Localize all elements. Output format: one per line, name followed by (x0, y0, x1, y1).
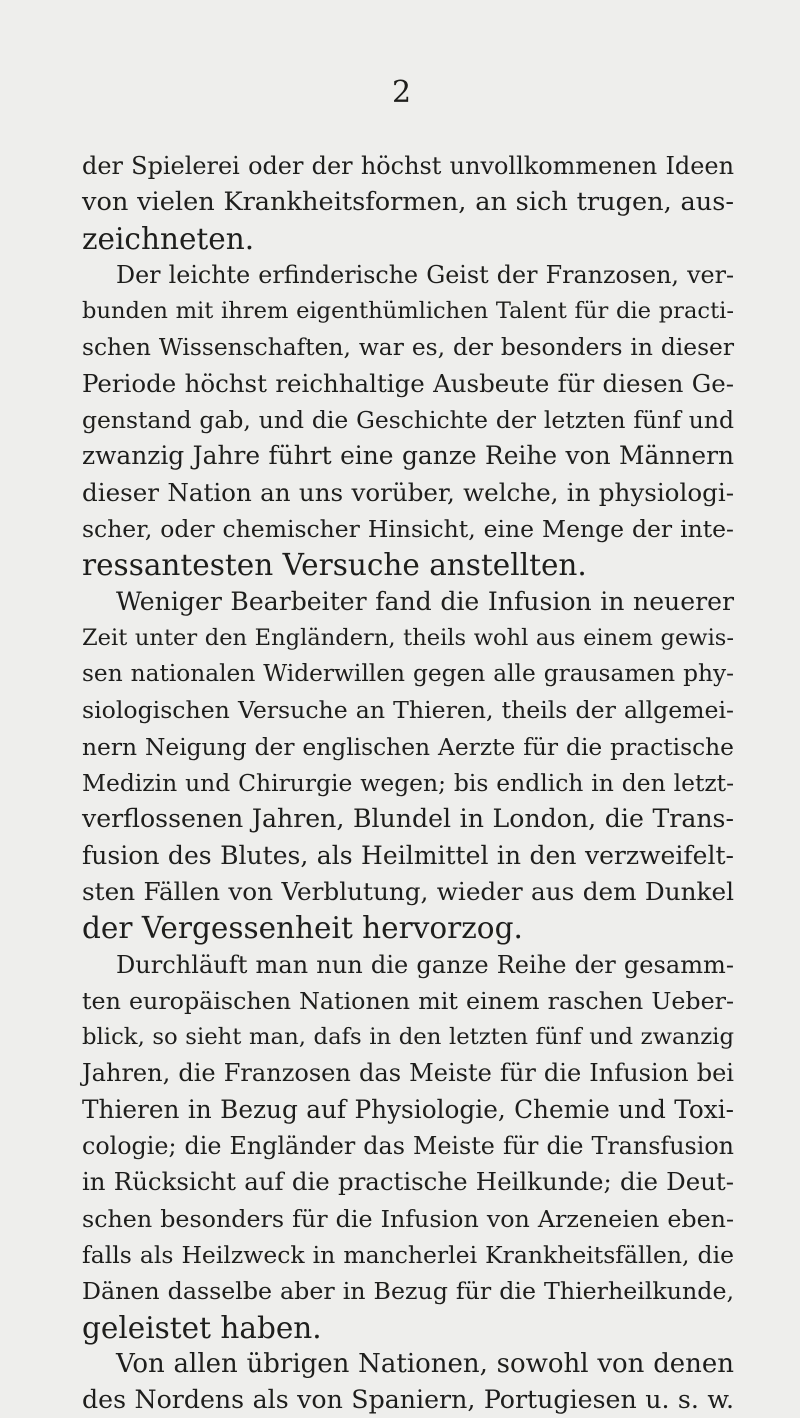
text-line: der Vergessenheit hervorzog. (82, 911, 523, 946)
text-line: Jahren, die Franzosen das Meiste für die Infusion bei (82, 1059, 734, 1088)
text-line: Weniger Bearbeiter fand die Infusion in neuerer (116, 586, 734, 616)
paragraph (82, 1346, 734, 1418)
text-line: Der leichte erfinderische Geist der Franzosen, ver- (116, 260, 734, 289)
text-line: dieser Nation an uns vorüber, welche, in physiologi- (82, 477, 734, 507)
text-line: zwanzig Jahre führt eine ganze Reihe von Männern (82, 441, 734, 471)
text-line: siologischen Versuche an Thieren, theils der allgemei- (82, 696, 734, 725)
paragraph (82, 584, 734, 947)
text-line: Von allen übrigen Nationen, sowohl von denen (116, 1348, 734, 1379)
text-line: blick, so sieht man, dafs in den letzten fünf und zwanzig (82, 1024, 734, 1051)
body-text (82, 148, 734, 1418)
text-line: bunden mit ihrem eigenthümlichen Talent für die practi- (82, 298, 734, 325)
text-line: Periode höchst reichhaltige Ausbeute für diesen Ge- (82, 368, 734, 398)
page-number: 2 (392, 75, 412, 110)
text-line: ten europäischen Nationen mit einem raschen Ueber- (82, 986, 734, 1015)
text-line: cologie; die Engländer das Meiste für die Transfusion (82, 1132, 734, 1161)
text-line: Zeit unter den Engländern, theils wohl aus einem gewis- (82, 624, 734, 651)
text-line: der Spielerei oder der höchst unvollkommenen Ideen (82, 152, 734, 180)
text-line: scher, oder chemischer Hinsicht, eine Menge der inte- (82, 514, 734, 543)
text-line: sten Fällen von Verblutung, wieder aus dem Dunkel (82, 876, 734, 906)
text-line: nern Neigung der englischen Aerzte für die practische (82, 732, 734, 761)
text-line: fusion des Blutes, als Heilmittel in den verzweifelt- (82, 840, 734, 870)
text-line: Dänen dasselbe aber in Bezug für die Thierheilkunde, (82, 1277, 734, 1306)
paragraph (82, 148, 734, 257)
text-line: genstand gab, und die Geschichte der letzten fünf und (82, 406, 734, 435)
text-line: in Rücksicht auf die practische Heilkunde; die Deut- (82, 1167, 734, 1197)
text-line: ressantesten Versuche anstellten. (82, 548, 587, 583)
text-line: schen Wissenschaften, war es, der besonders in dieser (82, 333, 734, 362)
text-line: Durchläuft man nun die ganze Reihe der gesamm- (116, 950, 734, 979)
text-line: Thieren in Bezug auf Physiologie, Chemie und Toxi- (82, 1094, 734, 1124)
paragraph (82, 257, 734, 584)
text-line: des Nordens als von Spaniern, Portugiesen u. s. w. (82, 1385, 734, 1415)
text-line: falls als Heilzweck in mancherlei Krankheitsfällen, die (82, 1240, 734, 1269)
paragraph (82, 947, 734, 1346)
text-line: Medizin und Chirurgie wegen; bis endlich in den letzt- (82, 769, 734, 798)
text-line: von vielen Krankheitsformen, an sich trugen, aus- (82, 187, 734, 218)
text-line: schen besonders für die Infusion von Arzeneien eben- (82, 1204, 734, 1233)
text-line: sen nationalen Widerwillen gegen alle grausamen phy- (82, 660, 734, 688)
text-line: geleistet haben. (82, 1310, 322, 1345)
text-line: zeichneten. (82, 221, 255, 256)
text-line: verflossenen Jahren, Blundel in London, die Trans- (82, 804, 734, 834)
